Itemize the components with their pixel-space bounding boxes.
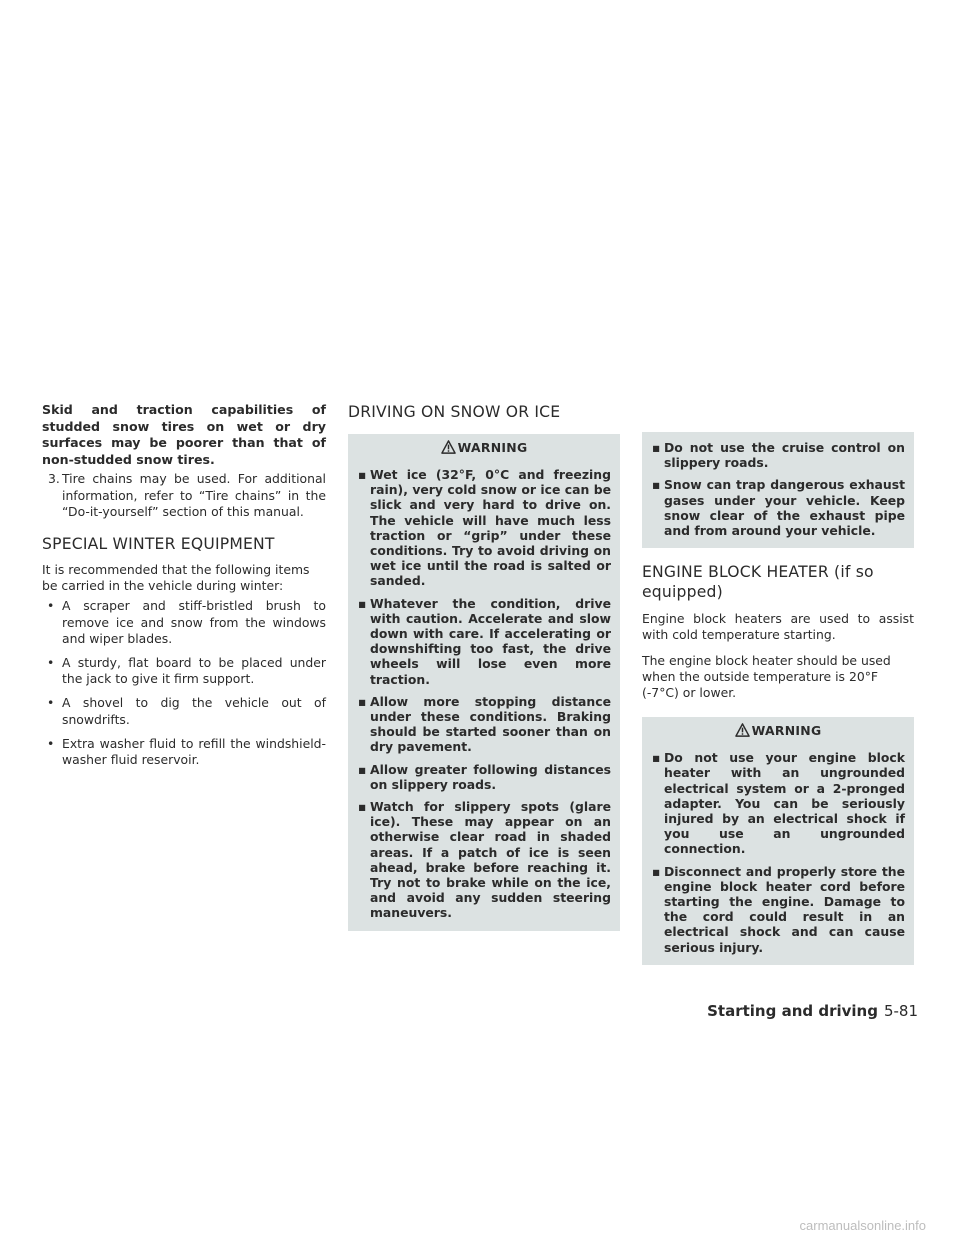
warning-label: WARNING [457, 439, 528, 455]
numbered-list [42, 471, 326, 520]
watermark: carmanualsonline.info [799, 1218, 926, 1233]
warning-header [642, 717, 914, 743]
special-winter-heading: SPECIAL WINTER EQUIPMENT [42, 534, 275, 553]
list-item-text: A shovel to dig the vehicle out of snowdrifts. [62, 695, 326, 727]
equipment-list [42, 598, 326, 768]
warning-text: Snow can trap dangerous exhaust gases under your vehicle. Keep snow clear of the exhaust pipe and from around your vehicle. [664, 477, 905, 539]
list-marker: 3. [48, 471, 60, 487]
warning-item [348, 694, 620, 755]
bullet: ▪ [652, 863, 661, 879]
list-item [42, 471, 326, 520]
column-middle [348, 402, 620, 931]
warning-text: Disconnect and properly store the engine block heater cord before starting the engine. Damage to the cord could result in an electrical shock and can cause serious injury. [664, 863, 905, 955]
heater-paragraph-2: The engine block heater should be used when the outside temperature is 20°F (-7°C) or lower. [642, 652, 891, 701]
list-item-text: A sturdy, flat board to be placed under the jack to give it firm support. [62, 655, 326, 687]
warning-text: Do not use the cruise control on slippery roads. [664, 440, 905, 471]
bullet: • [47, 695, 55, 711]
bullet: ▪ [652, 477, 661, 493]
list-item [42, 695, 326, 727]
warning-box [348, 434, 620, 931]
warning-text: Watch for slippery spots (glare ice). These may appear on an otherwise clear road in shaded areas. If a patch of ice is seen ahead, brake before reaching it. Try not to brake while on the ice, and avoid any sudden steering maneuvers. [370, 799, 611, 921]
engine-block-heater-heading: ENGINE BLOCK HEATER (if so equipped) [642, 563, 874, 602]
warning-item [348, 762, 620, 792]
bullet: • [47, 598, 55, 614]
bullet: ▪ [358, 761, 367, 777]
bullet: • [47, 735, 55, 751]
column-right [642, 432, 914, 965]
bullet: ▪ [358, 693, 367, 709]
bullet: ▪ [652, 750, 661, 766]
warning-item [642, 864, 914, 955]
warning-text: Wet ice (32°F, 0°C and freezing rain), very cold snow or ice can be slick and very hard to drive on. The vehicle will have much less traction or “grip” under these conditions. Try to avoid driving on wet ice until the road is salted or sanded. [370, 467, 611, 589]
warning-box-continued [642, 432, 914, 548]
heater-paragraph-1: Engine block heaters are used to assist with cold temperature starting. [642, 611, 914, 643]
section-title: Starting and driving [707, 1002, 878, 1020]
warning-item [348, 467, 620, 589]
page-footer [707, 1002, 918, 1020]
list-item-text: Extra washer fluid to refill the windshield-washer fluid reservoir. [62, 735, 326, 768]
warning-item [642, 750, 914, 856]
list-item-text: Tire chains may be used. For additional information, refer to “Tire chains” in the “Do-it-yourself” section of this manual. [62, 471, 326, 519]
warning-item [348, 799, 620, 921]
bullet: ▪ [358, 799, 367, 815]
warning-triangle-icon [441, 440, 456, 454]
bullet: ▪ [358, 595, 367, 611]
page-number: 5-81 [883, 1002, 918, 1020]
list-item [42, 598, 326, 647]
warning-item [642, 477, 914, 538]
warning-box-heater [642, 717, 914, 965]
warning-item [348, 596, 620, 687]
warning-label: WARNING [751, 722, 822, 738]
warning-text: Allow greater following distances on slippery roads. [370, 761, 611, 792]
warning-item [642, 432, 914, 470]
list-item [42, 655, 326, 687]
warning-text: Whatever the condition, drive with caution. Accelerate and slow down with care. If accelerating or downshifting too fast, the drive wheels will lose even more traction. [370, 595, 611, 687]
bullet: ▪ [358, 467, 367, 482]
warning-header [348, 434, 620, 460]
warning-text: Allow more stopping distance under these conditions. Braking should be started sooner than on dry pavement. [370, 693, 611, 755]
driving-snow-ice-heading: DRIVING ON SNOW OR ICE [348, 403, 561, 421]
warning-text: Do not use your engine block heater with an ungrounded electrical system or a 2-pronged adapter. You can be seriously injured by an electrical shock if you use an ungrounded connection. [664, 750, 905, 857]
special-winter-intro: It is recommended that the following items be carried in the vehicle during winter: [42, 561, 310, 594]
warning-triangle-icon [735, 723, 750, 737]
studded-tire-note: Skid and traction capabilities of studded snow tires on wet or dry surfaces may be poorer than that of non-studded snow tires. [42, 402, 326, 467]
list-item-text: A scraper and stiff-bristled brush to remove ice and snow from the windows and wiper blades. [62, 598, 326, 646]
bullet: • [47, 655, 55, 670]
column-left [42, 402, 326, 768]
bullet: ▪ [652, 440, 661, 455]
list-item [42, 736, 326, 768]
